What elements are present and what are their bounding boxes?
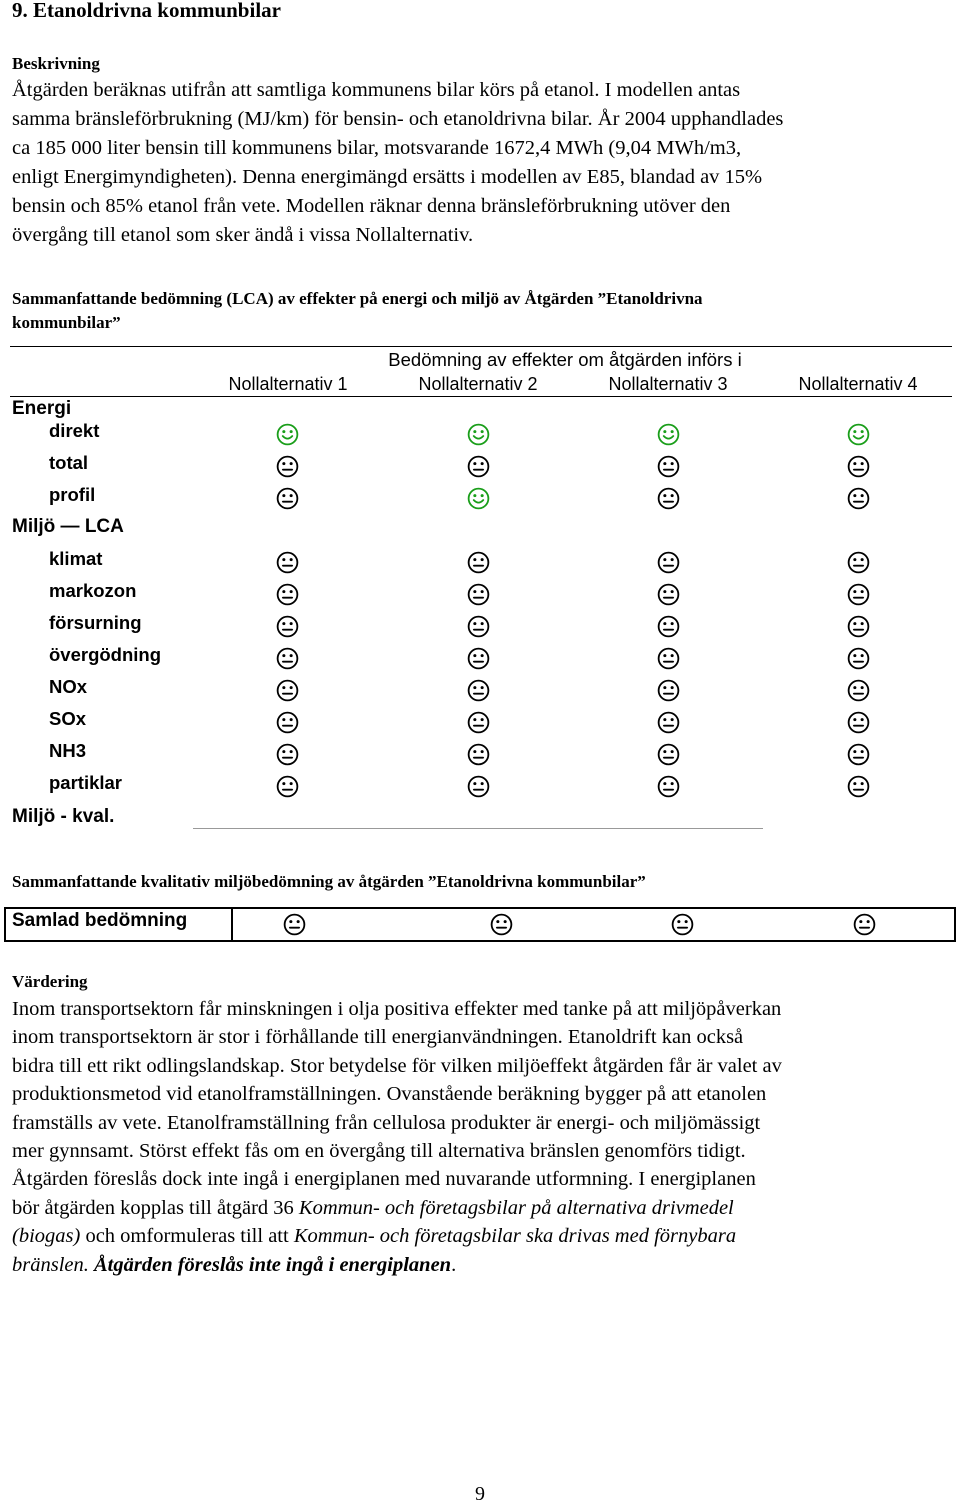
beskrivning-line: samma bränsleförbrukning (MJ/km) för bensin- och etanoldrivna bilar. År 2004 upphandlades <box>12 108 784 130</box>
neutral-face-icon <box>467 711 490 734</box>
neutral-face-icon <box>657 455 680 478</box>
vardering-line: produktionsmetod vid etanolframställningen. Ovanstående beräkning bygger på att etanolen <box>12 1083 767 1106</box>
neutral-face-icon <box>283 913 306 936</box>
vardering-text <box>12 995 952 1279</box>
neutral-face-icon <box>276 647 299 670</box>
neutral-face-icon <box>657 679 680 702</box>
row-label: NOx <box>49 676 88 697</box>
vardering-line: Inom transportsektorn får minskningen i olja positiva effekter med tanke på att miljöpåverkan <box>12 998 782 1020</box>
column-header-3: Nollalternativ 3 <box>608 374 728 394</box>
neutral-face-icon <box>657 711 680 734</box>
row-label: partiklar <box>49 772 123 793</box>
kval-title: Sammanfattande kvalitativ miljöbedömning av åtgärden ”Etanoldrivna kommunbilar” <box>12 872 646 891</box>
row-label: markozon <box>49 580 137 601</box>
neutral-face-icon <box>276 487 299 510</box>
neutral-face-icon <box>467 647 490 670</box>
text-run: och omformuleras till att <box>80 1225 294 1248</box>
neutral-face-icon <box>847 647 870 670</box>
row-label: NH3 <box>49 740 87 761</box>
vardering-line: Åtgärden föreslås dock inte ingå i energiplanen med nuvarande utformning. I energiplanen <box>12 1168 756 1191</box>
italic-run: Kommun- och företagsbilar ska drivas med förnybara <box>293 1225 737 1248</box>
row-label: profil <box>49 484 96 505</box>
neutral-face-icon <box>467 455 490 478</box>
neutral-face-icon <box>467 775 490 798</box>
beskrivning-line: enligt Energimyndigheten). Denna energimängd ersätts i modellen av E85, blandad av 15% <box>12 166 763 188</box>
neutral-face-icon <box>276 615 299 638</box>
neutral-face-icon <box>276 775 299 798</box>
neutral-face-icon <box>467 583 490 606</box>
column-header-2: Nollalternativ 2 <box>418 374 538 394</box>
vardering-line: bidra till ett rikt odlingslandskap. Stor betydelse för vilken miljöeffekt åtgärden får är valet av <box>12 1054 782 1077</box>
vardering-line: inom transportsektorn är stor i förhållande till energianvändningen. Etanoldrift kan också <box>12 1026 744 1049</box>
text-run: . <box>451 1253 457 1276</box>
vardering-line: mer gynnsamt. Störst effekt fås om en övergång till alternativa bränslen genomförs tidigt. <box>12 1140 746 1163</box>
neutral-face-icon <box>847 775 870 798</box>
neutral-face-icon <box>657 583 680 606</box>
lca-title-line2: kommunbilar” <box>12 313 121 332</box>
table-header-rule <box>10 396 952 397</box>
italic-run: Kommun- och företagsbilar på alternativa drivmedel <box>298 1196 734 1219</box>
neutral-face-icon <box>847 615 870 638</box>
smiley-face-icon <box>467 423 490 446</box>
neutral-face-icon <box>657 743 680 766</box>
vardering-line: framställs av vete. Etanolframställning från cellulosa produkter är energi- och miljömässigt <box>12 1111 761 1134</box>
row-label: försurning <box>49 612 142 633</box>
neutral-face-icon <box>657 615 680 638</box>
section-label-miljo-lca: Miljö — LCA <box>12 516 124 537</box>
beskrivning-title: Beskrivning <box>12 54 100 73</box>
beskrivning-text <box>12 76 952 250</box>
row-label: direkt <box>49 420 100 441</box>
neutral-face-icon <box>847 551 870 574</box>
beskrivning-line: ca 185 000 liter bensin till kommunens bilar, motsvarande 1672,4 MWh (9,04 MWh/m3, <box>12 137 742 159</box>
neutral-face-icon <box>276 743 299 766</box>
section-label-miljo-kval: Miljö - kval. <box>12 806 115 827</box>
neutral-face-icon <box>467 743 490 766</box>
neutral-face-icon <box>276 711 299 734</box>
neutral-face-icon <box>657 647 680 670</box>
neutral-face-icon <box>467 679 490 702</box>
neutral-face-icon <box>671 913 694 936</box>
samlad-top-rule <box>4 907 956 909</box>
vardering-line <box>12 1222 952 1250</box>
samlad-right-rule <box>954 907 956 942</box>
neutral-face-icon <box>847 583 870 606</box>
neutral-face-icon <box>847 679 870 702</box>
neutral-face-icon <box>276 455 299 478</box>
group-header: Bedömning av effekter om åtgärden införs i <box>388 349 742 370</box>
neutral-face-icon <box>657 775 680 798</box>
neutral-face-icon <box>657 487 680 510</box>
section-heading: 9. Etanoldrivna kommunbilar <box>12 0 281 22</box>
neutral-face-icon <box>276 679 299 702</box>
row-label: övergödning <box>49 644 162 665</box>
column-header-4: Nollalternativ 4 <box>798 374 918 394</box>
samlad-left-rule <box>4 907 6 942</box>
beskrivning-line: bensin och 85% etanol från vete. Modellen räknar denna bränsleförbrukning utöver den <box>12 195 731 217</box>
neutral-face-icon <box>847 711 870 734</box>
row-label: SOx <box>49 708 87 729</box>
smiley-face-icon <box>467 487 490 510</box>
neutral-face-icon <box>467 551 490 574</box>
neutral-face-icon <box>853 913 876 936</box>
vardering-title: Värdering <box>12 972 88 991</box>
smiley-face-icon <box>847 423 870 446</box>
smiley-face-icon <box>657 423 680 446</box>
row-label: klimat <box>49 548 103 569</box>
table-top-rule <box>10 346 952 347</box>
lca-title-line1: Sammanfattande bedömning (LCA) av effekter på energi och miljö av Åtgärden ”Etanoldrivna <box>12 289 703 308</box>
section-label-energi: Energi <box>12 398 72 419</box>
neutral-face-icon <box>847 455 870 478</box>
table-bottom-rule <box>193 828 763 829</box>
neutral-face-icon <box>657 551 680 574</box>
bold-italic-run: Åtgärden föreslås inte ingå i energiplanen <box>88 1253 452 1276</box>
vardering-line <box>12 1251 952 1279</box>
neutral-face-icon <box>276 551 299 574</box>
vardering-line <box>12 1194 952 1222</box>
text-run: bör åtgärden kopplas till åtgärd 36 <box>12 1196 299 1219</box>
smiley-face-icon <box>276 423 299 446</box>
row-label: total <box>49 452 89 473</box>
beskrivning-line: Åtgärden beräknas utifrån att samtliga kommunens bilar körs på etanol. I modellen antas <box>12 79 741 101</box>
italic-run: (biogas) <box>12 1225 81 1248</box>
column-header-1: Nollalternativ 1 <box>228 374 348 394</box>
neutral-face-icon <box>490 913 513 936</box>
samlad-bottom-rule <box>4 940 956 942</box>
samlad-label: Samlad bedömning <box>12 910 188 931</box>
page-number: 9 <box>475 1483 485 1505</box>
samlad-divider <box>231 907 233 942</box>
neutral-face-icon <box>847 487 870 510</box>
neutral-face-icon <box>276 583 299 606</box>
italic-run: bränslen. <box>12 1253 89 1276</box>
beskrivning-line: övergång till etanol som sker ändå i vissa Nollalternativ. <box>12 224 474 246</box>
neutral-face-icon <box>467 615 490 638</box>
neutral-face-icon <box>847 743 870 766</box>
